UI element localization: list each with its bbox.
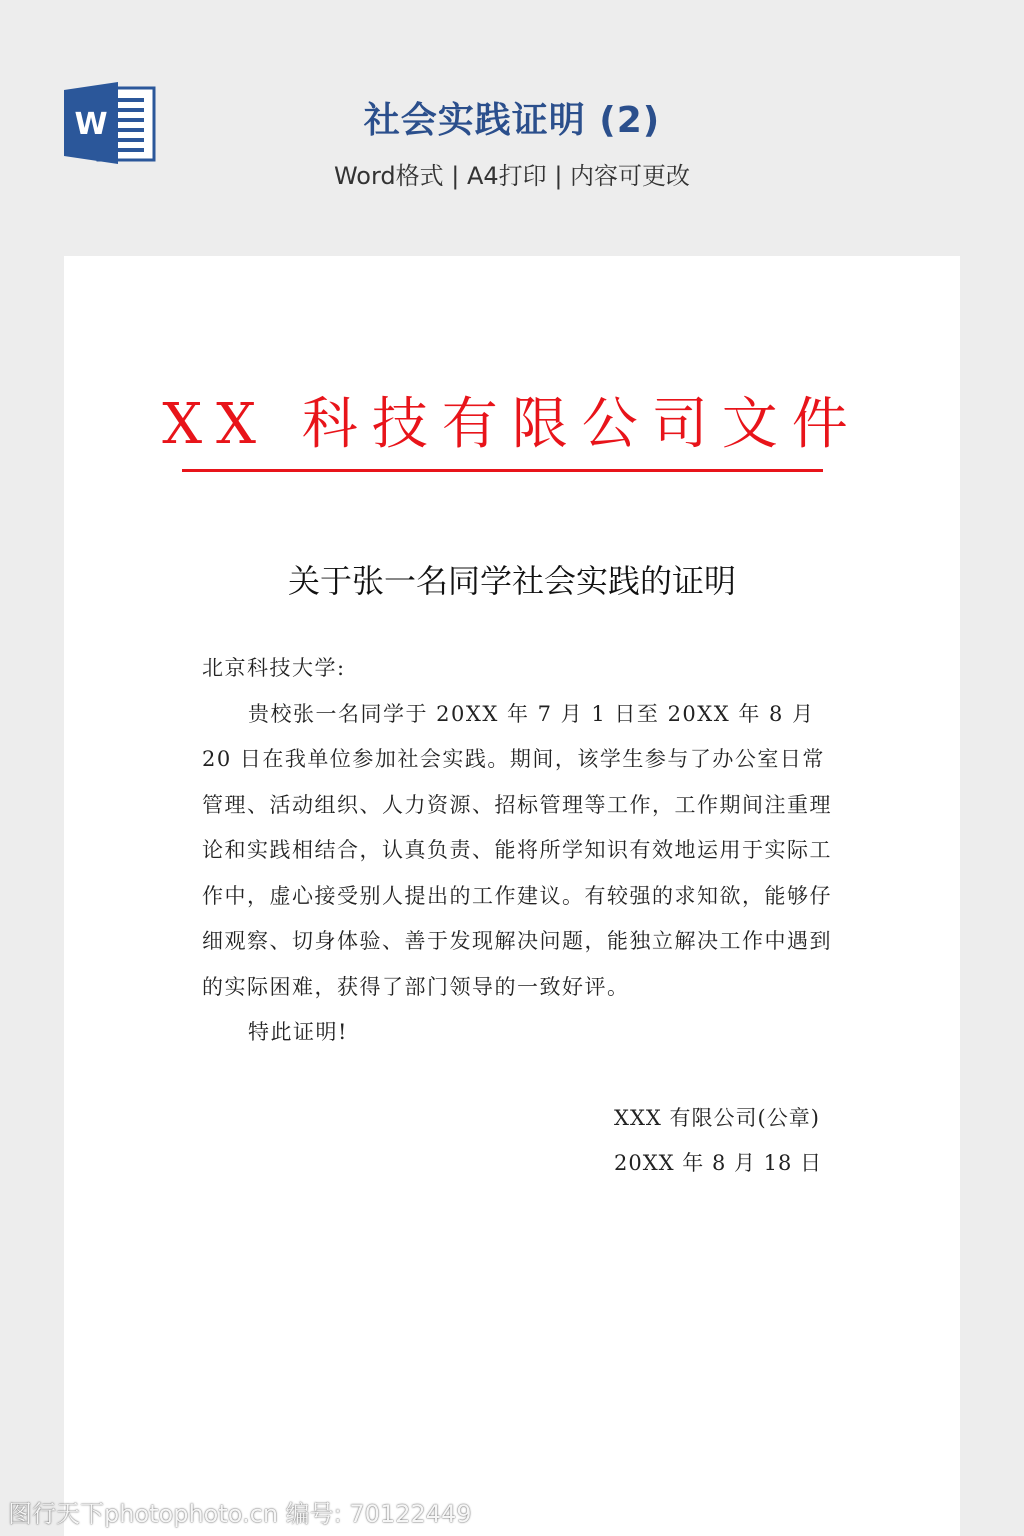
signature-company: XXX 有限公司(公章)	[614, 1106, 820, 1130]
document-page	[64, 256, 960, 1536]
signature-date: 20XX 年 8 月 18 日	[614, 1151, 823, 1175]
salutation: 北京科技大学:	[202, 656, 346, 680]
document-title: 关于张一名同学社会实践的证明	[287, 562, 736, 600]
word-icon-letter: W	[74, 107, 108, 142]
document-body	[202, 646, 842, 1056]
red-divider-line	[182, 469, 823, 472]
company-file-header: XX 科技有限公司文件	[162, 392, 862, 457]
watermark-text: 图行天下photophoto.cn 编号: 70122449	[8, 1500, 472, 1528]
listing-subtitle: Word格式 | A4打印 | 内容可更改	[333, 162, 691, 190]
signature-block	[614, 1096, 822, 1186]
body-paragraph: 贵校张一名同学于 20XX 年 7 月 1 日至 20XX 年 8 月 20 日在我单位参加社会实践。期间，该学生参与了办公室日常管理、活动组织、人力资源、招标管理等工作，工作期间注重理论和实践相结合，认真负责、能将所学知识有效地运用于实际工作中，虚心接受别人提出的工作建议。有较强的求知欲，能够仔细观察、切身体验、善于发现解决问题，能独立解决工作中遇到的实际困难，获得了部门领导的一致好评。	[202, 701, 832, 999]
listing-title: 社会实践证明 (2)	[363, 100, 661, 141]
closing-line: 特此证明!	[248, 1020, 348, 1044]
